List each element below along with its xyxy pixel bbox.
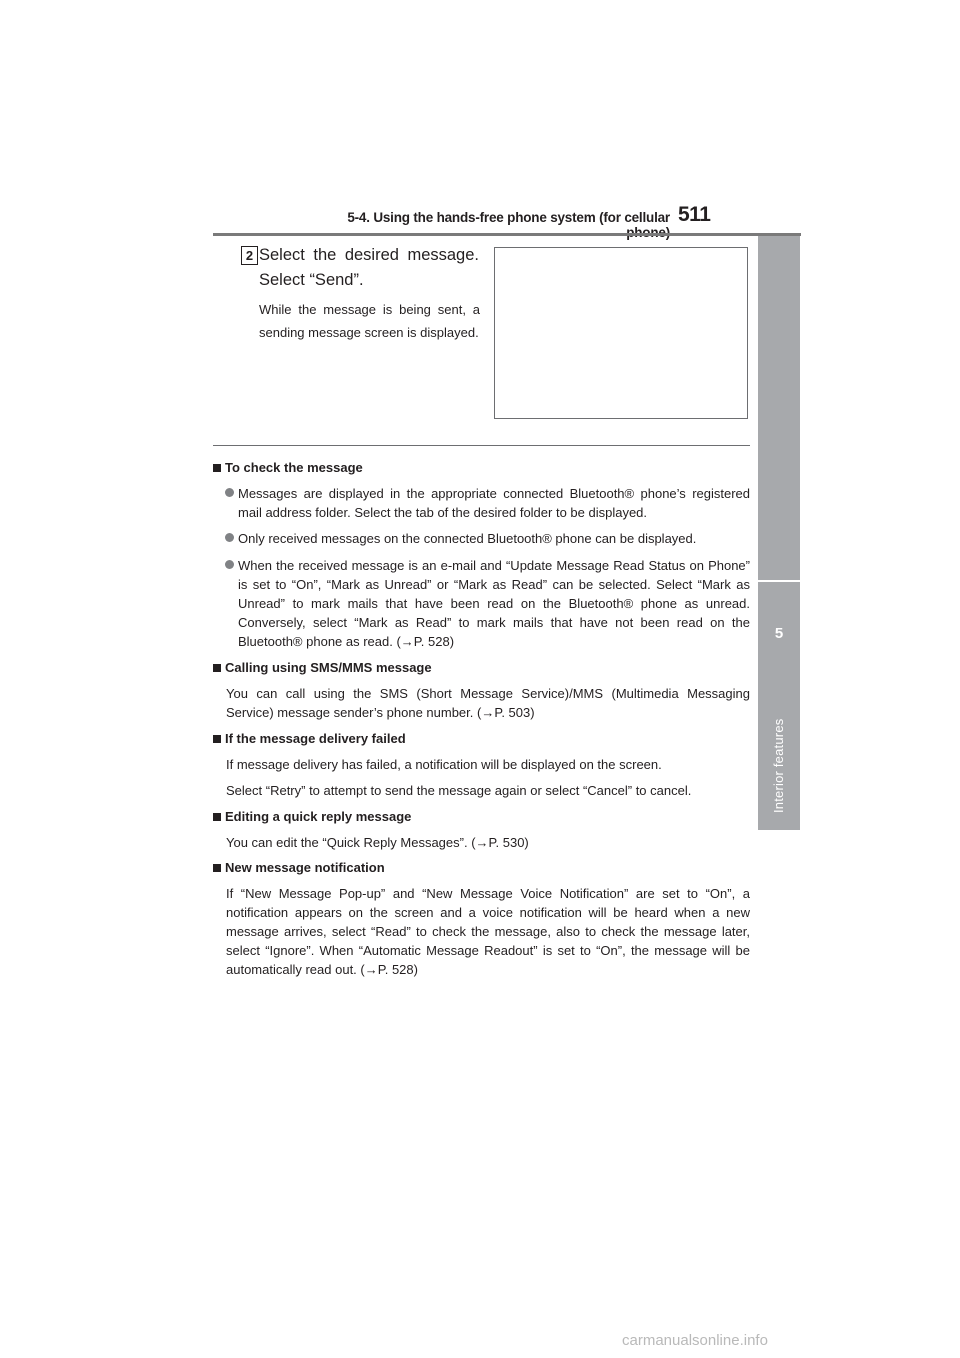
note-heading-text: If the message delivery failed (225, 731, 406, 746)
header-rule (213, 233, 801, 236)
watermark: carmanualsonline.info (622, 1332, 768, 1349)
note-bullet-text: Messages are displayed in the appropriate connected Bluetooth® phone’s registered mail address folder. Select the tab of the desired folder to be displayed. (238, 486, 750, 520)
note-bullet-text: Only received messages on the connected Bluetooth® phone can be displayed. (238, 531, 697, 546)
step-instruction: Select the desired message. Select “Send”. (259, 246, 479, 289)
page-number: 511 (678, 203, 711, 226)
section-label: Interior features (771, 718, 786, 814)
square-bullet-icon (213, 464, 221, 472)
side-tab-divider (758, 580, 800, 582)
note-body: If message delivery has failed, a notification will be displayed on the screen. (226, 757, 662, 772)
circle-bullet-icon (225, 560, 234, 569)
note-heading-text: Calling using SMS/MMS message (225, 660, 432, 675)
step-number-badge: 2 (241, 246, 258, 265)
note-heading-new-message (213, 859, 385, 877)
step-note: While the message is being sent, a sending message screen is displayed. (259, 302, 480, 340)
section-number: 5 (774, 625, 784, 642)
note-heading-text: New message notification (225, 860, 385, 875)
note-body: You can call using the SMS (Short Message Service)/MMS (Multimedia Messaging Service) message sender’s phone number. (→P. 503) (226, 686, 750, 720)
note-bullet (238, 484, 750, 522)
circle-bullet-icon (225, 488, 234, 497)
note-body: Select “Retry” to attempt to send the message again or select “Cancel” to cancel. (226, 783, 692, 798)
circle-bullet-icon (225, 533, 234, 542)
note-heading-text: To check the message (225, 460, 363, 475)
note-heading-to-check (213, 459, 363, 477)
note-bullet-text: When the received message is an e-mail and “Update Message Read Status on Phone” is set to “On”, “Mark as Unread” or “Mark as Read” can be selected. Select “Mark as Unread” to mark mails that have been read on the Bluetooth® phone as unread. Conversely, select “Mark as Read” to mark mails that have not been read on the Bluetooth® phone as read. (→P. 528) (238, 558, 750, 649)
note-bullet (238, 556, 750, 651)
note-heading-text: Editing a quick reply message (225, 809, 412, 824)
square-bullet-icon (213, 864, 221, 872)
note-heading-calling (213, 659, 432, 677)
square-bullet-icon (213, 735, 221, 743)
note-bullet (238, 529, 750, 548)
square-bullet-icon (213, 813, 221, 821)
note-heading-delivery-failed (213, 730, 406, 748)
screen-illustration (494, 247, 748, 419)
square-bullet-icon (213, 664, 221, 672)
note-heading-editing (213, 808, 411, 826)
note-body: You can edit the “Quick Reply Messages”. (→P. 530) (226, 835, 529, 850)
content-divider (213, 445, 750, 446)
note-body: If “New Message Pop-up” and “New Message Voice Notification” are set to “On”, a notification appears on the screen and a voice notification will be heard when a new message arrives, select “Read” to check the message, also to check the message later, select “Ignore”. When “Automatic Message Readout” is set to “On”, the message will be automatically read out. (→P. 528) (226, 886, 750, 977)
section-title: 5-4. Using the hands-free phone system (for cellular (347, 210, 670, 225)
